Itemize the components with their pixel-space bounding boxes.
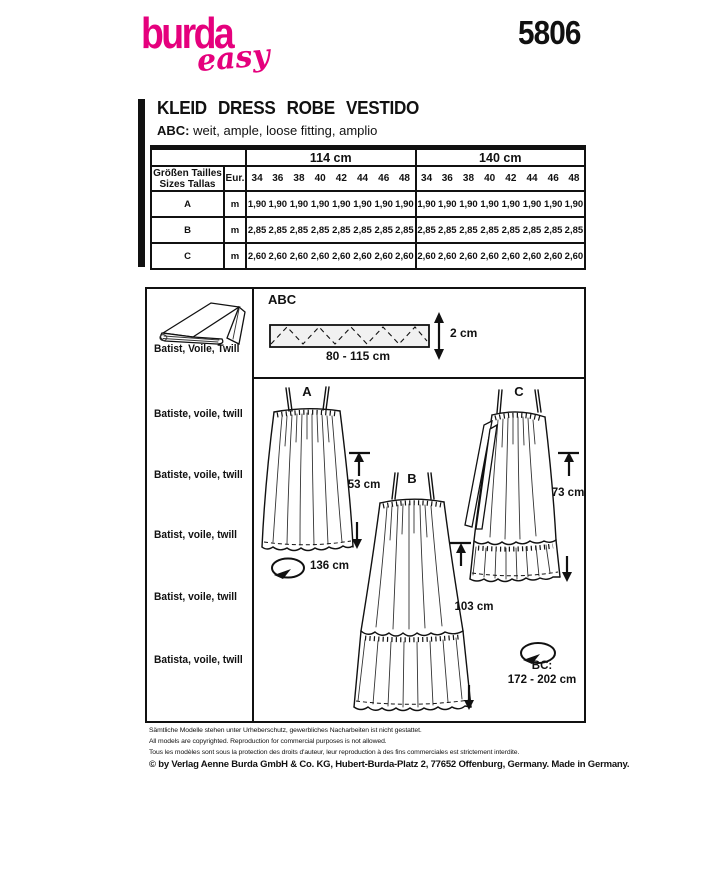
meterage-value: 2,60	[310, 243, 331, 269]
meterage-value: 2,85	[246, 217, 267, 243]
meterage-value: 2,85	[288, 217, 309, 243]
meterage-body	[151, 191, 585, 269]
fit-description	[157, 123, 377, 138]
meterage-value: 2,85	[267, 217, 288, 243]
meterage-row	[151, 243, 585, 269]
meterage-value: 2,85	[416, 217, 437, 243]
meterage-value: 2,85	[564, 217, 585, 243]
meterage-value: 2,85	[310, 217, 331, 243]
meterage-value: 2,85	[352, 217, 373, 243]
sizes-label-de-fr: Größen Tailles	[153, 167, 222, 179]
meterage-table	[150, 145, 586, 270]
size-header: 34	[246, 166, 267, 191]
meterage-value: 2,60	[521, 243, 542, 269]
fabric-item: Batist, Voile, Twill	[154, 343, 240, 355]
fabric-bolt-icon	[155, 295, 249, 345]
fabric-item: Batist, voile, twill	[154, 591, 238, 603]
burda-easy-logo-script: easy	[195, 37, 272, 80]
interfacing-width-label: 80 - 115 cm	[325, 349, 391, 363]
meterage-value: 2,85	[521, 217, 542, 243]
meterage-value: 1,90	[458, 191, 479, 217]
meterage-value: 1,90	[310, 191, 331, 217]
size-header: 48	[564, 166, 585, 191]
interfacing-section	[254, 289, 584, 379]
meterage-value: 2,85	[437, 217, 458, 243]
unit-cell: m	[224, 217, 246, 243]
meterage-value: 2,85	[500, 217, 521, 243]
circumference-a-label: 136 cm	[310, 560, 350, 572]
size-header: 44	[352, 166, 373, 191]
copyright-line-en: All models are copyrighted. Reproduction for commercial purposes is not allowed.	[149, 738, 387, 745]
meterage-row	[151, 217, 585, 243]
sizes-label-en-es: Sizes Tallas	[159, 178, 216, 190]
fabric-item: Batiste, voile, twill	[154, 469, 243, 481]
size-header: 48	[394, 166, 415, 191]
size-header: 40	[479, 166, 500, 191]
meterage-value: 2,60	[246, 243, 267, 269]
width-group-140: 140 cm	[416, 148, 586, 167]
meterage-value: 2,60	[288, 243, 309, 269]
circumference-bc-value: 172 - 202 cm	[507, 674, 577, 686]
meterage-value: 2,85	[331, 217, 352, 243]
meterage-value: 2,60	[479, 243, 500, 269]
meterage-value: 1,90	[373, 191, 394, 217]
views-label: ABC	[268, 292, 297, 307]
technical-drawing-area	[254, 289, 584, 721]
fabric-recommendation-column	[147, 289, 254, 721]
size-header: 38	[458, 166, 479, 191]
meterage-value: 2,60	[352, 243, 373, 269]
view-a-label: A	[302, 384, 312, 399]
publisher-copyright: © by Verlag Aenne Burda GmbH & Co. KG, Hubert-Burda-Platz 2, 77652 Offenburg, Germany. Made in Germany.	[149, 759, 630, 770]
diagram-box	[145, 287, 586, 723]
meterage-value: 1,90	[543, 191, 564, 217]
size-header: 42	[500, 166, 521, 191]
meterage-value: 1,90	[288, 191, 309, 217]
unit-cell: m	[224, 191, 246, 217]
meterage-value: 2,85	[479, 217, 500, 243]
sizes-header-cell	[151, 166, 224, 191]
copyright-line-fr: Tous les modèles sont sous la protection des droits d'auteur, leur reproduction à des fins commerciales est strictement interdite.	[149, 749, 520, 756]
size-header: 34	[416, 166, 437, 191]
meterage-value: 2,85	[394, 217, 415, 243]
meterage-value: 1,90	[416, 191, 437, 217]
copyright-line-de: Sämtliche Modelle stehen unter Urheberschutz, gewerbliches Nacharbeiten ist nicht gestattet.	[149, 727, 422, 734]
size-header: 46	[543, 166, 564, 191]
length-a-label: 53 cm	[347, 479, 381, 491]
dress-b-drawing	[354, 473, 471, 711]
size-header: 46	[373, 166, 394, 191]
fit-text: weit, ample, loose fitting, amplio	[193, 123, 378, 138]
meterage-value: 1,90	[500, 191, 521, 217]
meterage-value: 1,90	[352, 191, 373, 217]
size-header: 42	[331, 166, 352, 191]
length-marker-c	[558, 452, 579, 582]
meterage-value: 1,90	[394, 191, 415, 217]
view-letter-cell: C	[151, 243, 224, 269]
meterage-value: 2,85	[543, 217, 564, 243]
meterage-value: 1,90	[331, 191, 352, 217]
meterage-value: 2,85	[458, 217, 479, 243]
meterage-value: 1,90	[479, 191, 500, 217]
meterage-value: 1,90	[267, 191, 288, 217]
dress-drawings	[254, 379, 583, 725]
dress-c-drawing	[465, 390, 560, 582]
meterage-value: 1,90	[564, 191, 585, 217]
meterage-row	[151, 191, 585, 217]
meterage-value: 2,60	[564, 243, 585, 269]
size-header: 44	[521, 166, 542, 191]
eur-header-cell: Eur.	[224, 166, 246, 191]
meterage-value: 2,60	[373, 243, 394, 269]
interfacing-strip-drawing	[254, 289, 583, 379]
circumference-bc-label: BC:	[531, 660, 553, 672]
meterage-value: 1,90	[246, 191, 267, 217]
size-header: 36	[437, 166, 458, 191]
fabric-width-header-row	[151, 148, 585, 167]
dress-a-drawing	[262, 387, 353, 551]
view-b-label: B	[407, 471, 417, 486]
fabric-item: Batiste, voile, twill	[154, 408, 243, 420]
meterage-value: 2,60	[267, 243, 288, 269]
meterage-value: 2,60	[394, 243, 415, 269]
burda-logo: burda	[141, 9, 233, 58]
corner-cell	[151, 148, 246, 167]
fit-views-label: ABC:	[157, 123, 190, 138]
circumference-icon-a	[272, 559, 304, 580]
size-header: 38	[288, 166, 309, 191]
unit-cell: m	[224, 243, 246, 269]
view-c-label: C	[514, 384, 524, 399]
interfacing-height-label: 2 cm	[450, 326, 478, 340]
meterage-value: 2,85	[373, 217, 394, 243]
garment-title: KLEID DRESS ROBE VESTIDO	[157, 98, 420, 118]
length-b-label: 103 cm	[454, 601, 494, 613]
view-letter-cell: A	[151, 191, 224, 217]
meterage-value: 2,60	[331, 243, 352, 269]
meterage-value: 2,60	[543, 243, 564, 269]
length-c-label: 73 cm	[551, 487, 585, 499]
pattern-number: 5806	[518, 14, 581, 51]
size-header: 36	[267, 166, 288, 191]
meterage-value: 2,60	[416, 243, 437, 269]
fabric-item: Batista, voile, twill	[154, 654, 243, 666]
table-sizes-row	[151, 166, 585, 191]
meterage-value: 1,90	[437, 191, 458, 217]
size-header: 40	[310, 166, 331, 191]
fabric-item: Batist, voile, twill	[154, 529, 238, 541]
meterage-value: 2,60	[500, 243, 521, 269]
meterage-value: 2,60	[458, 243, 479, 269]
meterage-value: 1,90	[521, 191, 542, 217]
title-accent-bar	[138, 99, 145, 267]
meterage-value: 2,60	[437, 243, 458, 269]
view-letter-cell: B	[151, 217, 224, 243]
width-group-114: 114 cm	[246, 148, 416, 167]
